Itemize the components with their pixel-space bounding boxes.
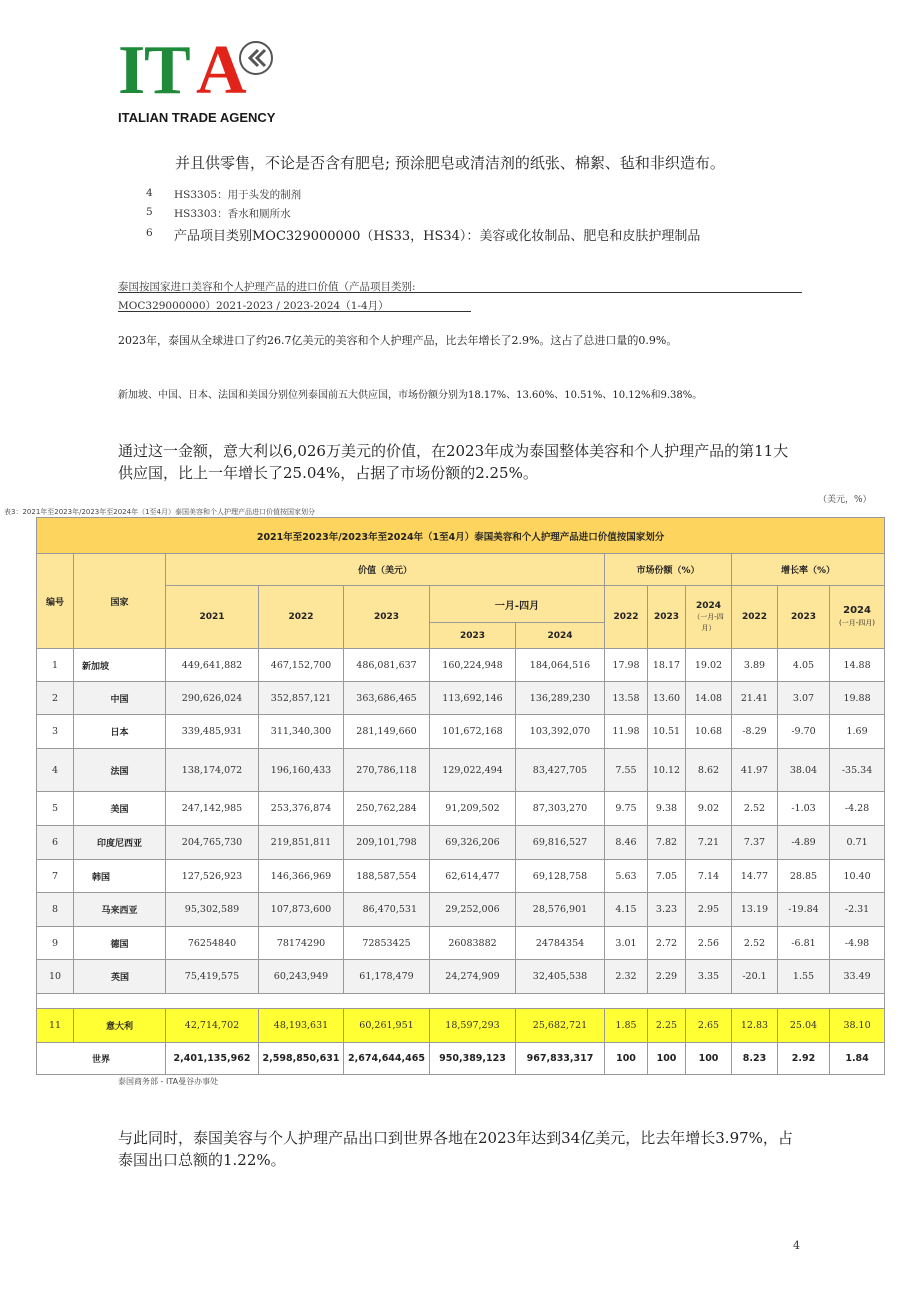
cell-growth-2023: -4.89 xyxy=(778,826,830,860)
cell-value-2021: 76254840 xyxy=(166,927,259,960)
logo-letter-a: A xyxy=(196,32,247,109)
intro-line: 并且供零售，不论是否含有肥皂; 预涂肥皂或清洁剂的纸张、棉絮、毡和非织造布。 xyxy=(175,154,725,172)
cell-share-2023: 2.72 xyxy=(648,927,686,960)
cell-no: 11 xyxy=(37,1009,74,1043)
cell-growth-2024: 38.10 xyxy=(830,1009,885,1043)
cell-jan-apr-2024: 25,682,721 xyxy=(516,1009,605,1043)
cell-share-2022: 7.55 xyxy=(605,749,648,792)
cell-share-2024: 3.35 xyxy=(686,960,732,994)
cell-growth-2023: -9.70 xyxy=(778,715,830,749)
header-share-2023: 2023 xyxy=(648,586,686,649)
cell-country: 英国 xyxy=(74,960,166,994)
cell-share-2022: 9.75 xyxy=(605,792,648,826)
footnote-number: 6 xyxy=(146,227,153,239)
cell-value-2021: 247,142,985 xyxy=(166,792,259,826)
cell-growth-2022: 8.23 xyxy=(732,1043,778,1075)
cell-jan-apr-2023: 24,274,909 xyxy=(430,960,516,994)
table-row xyxy=(37,927,885,960)
cell-growth-2024: 19.88 xyxy=(830,682,885,715)
cell-growth-2024: -2.31 xyxy=(830,893,885,927)
cell-share-2023: 2.29 xyxy=(648,960,686,994)
cell-value-2023: 188,587,554 xyxy=(344,860,430,893)
cell-jan-apr-2024: 32,405,538 xyxy=(516,960,605,994)
table-title: 2021年至2023年/2023年至2024年（1至4月）泰国美容和个人护理产品进口价值按国家划分 xyxy=(37,518,885,554)
header-growth-rate: 增长率（%） xyxy=(732,554,885,586)
cell-no: 4 xyxy=(37,749,74,792)
cell-growth-2022: 41.97 xyxy=(732,749,778,792)
cell-jan-apr-2024: 136,289,230 xyxy=(516,682,605,715)
cell-value-2021: 339,485,931 xyxy=(166,715,259,749)
cell-share-2022: 1.85 xyxy=(605,1009,648,1043)
cell-growth-2024: -35.34 xyxy=(830,749,885,792)
page-number: 4 xyxy=(793,1239,800,1252)
cell-value-2023: 72853425 xyxy=(344,927,430,960)
cell-value-2021: 138,174,072 xyxy=(166,749,259,792)
footnote-text: HS3303：香水和厕所水 xyxy=(174,208,291,220)
arrows-emblem-icon xyxy=(238,40,274,76)
cell-growth-2022: 13.19 xyxy=(732,893,778,927)
cell-share-2023: 18.17 xyxy=(648,649,686,682)
footnotes xyxy=(146,187,846,247)
cell-value-2021: 127,526,923 xyxy=(166,860,259,893)
cell-no: 2 xyxy=(37,682,74,715)
cell-growth-2022: 21.41 xyxy=(732,682,778,715)
cell-jan-apr-2024: 69,128,758 xyxy=(516,860,605,893)
header-share-2024-sub: （一月-四月） xyxy=(693,612,724,632)
cell-growth-2024: -4.98 xyxy=(830,927,885,960)
cell-jan-apr-2024: 87,303,270 xyxy=(516,792,605,826)
cell-country: 德国 xyxy=(74,927,166,960)
cell-jan-apr-2023: 29,252,006 xyxy=(430,893,516,927)
cell-value-2022: 107,873,600 xyxy=(259,893,344,927)
cell-growth-2024: 33.49 xyxy=(830,960,885,994)
cell-country: 韩国 xyxy=(74,860,166,893)
cell-share-2023: 7.82 xyxy=(648,826,686,860)
cell-share-2022: 13.58 xyxy=(605,682,648,715)
cell-growth-2022: 3.89 xyxy=(732,649,778,682)
cell-jan-apr-2024: 24784354 xyxy=(516,927,605,960)
cell-value-2021: 449,641,882 xyxy=(166,649,259,682)
cell-share-2022: 2.32 xyxy=(605,960,648,994)
header-country: 国家 xyxy=(74,554,166,649)
footnote-item xyxy=(146,225,846,247)
cell-growth-2023: -1.03 xyxy=(778,792,830,826)
cell-growth-2023: 28.85 xyxy=(778,860,830,893)
cell-growth-2022: 7.37 xyxy=(732,826,778,860)
cell-share-2023: 13.60 xyxy=(648,682,686,715)
cell-jan-apr-2024: 184,064,516 xyxy=(516,649,605,682)
cell-no: 6 xyxy=(37,826,74,860)
cell-value-2021: 290,626,024 xyxy=(166,682,259,715)
logo-letter-t: T xyxy=(144,32,191,109)
cell-jan-apr-2024: 103,392,070 xyxy=(516,715,605,749)
cell-growth-2022: 14.77 xyxy=(732,860,778,893)
footnote-text: HS3305：用于头发的制剂 xyxy=(174,189,302,201)
header-growth-2024 xyxy=(830,586,885,649)
table-row xyxy=(37,715,885,749)
cell-value-2023: 250,762,284 xyxy=(344,792,430,826)
cell-country: 印度尼西亚 xyxy=(74,826,166,860)
cell-value-2022: 78174290 xyxy=(259,927,344,960)
cell-growth-2024: 1.69 xyxy=(830,715,885,749)
cell-share-2024: 2.95 xyxy=(686,893,732,927)
cell-value-2023: 61,178,479 xyxy=(344,960,430,994)
cell-share-2024: 7.21 xyxy=(686,826,732,860)
cell-no: 3 xyxy=(37,715,74,749)
cell-jan-apr-2024: 28,576,901 xyxy=(516,893,605,927)
import-value-table xyxy=(36,517,885,1075)
header-jan-apr: 一月-四月 xyxy=(430,586,605,623)
cell-jan-apr-2023: 62,614,477 xyxy=(430,860,516,893)
cell-country: 新加坡 xyxy=(74,649,166,682)
cell-share-2024: 8.62 xyxy=(686,749,732,792)
cell-growth-2024: 14.88 xyxy=(830,649,885,682)
paragraph-italy-rank-line-2: 供应国，比上一年增长了25.04%，占据了市场份额的2.25%。 xyxy=(118,464,538,482)
cell-growth-2022: 2.52 xyxy=(732,792,778,826)
cell-share-2023: 10.12 xyxy=(648,749,686,792)
cell-share-2024: 7.14 xyxy=(686,860,732,893)
cell-jan-apr-2024: 83,427,705 xyxy=(516,749,605,792)
cell-jan-apr-2023: 101,672,168 xyxy=(430,715,516,749)
table-row xyxy=(37,649,885,682)
header-growth-2024-sub: (一月-四月) xyxy=(839,619,876,627)
cell-value-2022: 219,851,811 xyxy=(259,826,344,860)
cell-growth-2023: 4.05 xyxy=(778,649,830,682)
cell-share-2022: 8.46 xyxy=(605,826,648,860)
cell-value-2022: 253,376,874 xyxy=(259,792,344,826)
header-no: 编号 xyxy=(37,554,74,649)
cell-value-2023: 270,786,118 xyxy=(344,749,430,792)
footnote-item xyxy=(146,187,846,206)
cell-value-2021: 204,765,730 xyxy=(166,826,259,860)
logo-letter-i: I xyxy=(118,32,146,109)
cell-country: 中国 xyxy=(74,682,166,715)
cell-value-2022: 467,152,700 xyxy=(259,649,344,682)
cell-value-2023: 363,686,465 xyxy=(344,682,430,715)
logo-subtitle: ITALIAN TRADE AGENCY xyxy=(118,110,276,125)
header-2023: 2023 xyxy=(344,586,430,649)
underline xyxy=(118,311,471,312)
header-2021: 2021 xyxy=(166,586,259,649)
cell-value-2022: 60,243,949 xyxy=(259,960,344,994)
cell-growth-2022: -20.1 xyxy=(732,960,778,994)
table-row xyxy=(37,682,885,715)
cell-growth-2023: 3.07 xyxy=(778,682,830,715)
cell-country: 世界 xyxy=(37,1043,166,1075)
table-row-italy xyxy=(37,1009,885,1043)
cell-share-2023: 100 xyxy=(648,1043,686,1075)
cell-share-2022: 5.63 xyxy=(605,860,648,893)
cell-country: 意大利 xyxy=(74,1009,166,1043)
cell-share-2022: 11.98 xyxy=(605,715,648,749)
cell-growth-2024: 10.40 xyxy=(830,860,885,893)
cell-jan-apr-2024: 69,816,527 xyxy=(516,826,605,860)
cell-share-2024: 100 xyxy=(686,1043,732,1075)
cell-value-2022: 352,857,121 xyxy=(259,682,344,715)
cell-no: 8 xyxy=(37,893,74,927)
paragraph-import-total: 2023年，泰国从全球进口了约26.7亿美元的美容和个人护理产品，比去年增长了2.9%。这占了总进口量的0.9%。 xyxy=(118,334,678,347)
footnote-item xyxy=(146,206,846,225)
header-share-2024 xyxy=(686,586,732,649)
cell-value-2022: 146,366,969 xyxy=(259,860,344,893)
header-jan-apr-2024 xyxy=(516,623,605,649)
cell-share-2023: 9.38 xyxy=(648,792,686,826)
cell-share-2023: 10.51 xyxy=(648,715,686,749)
cell-jan-apr-2023: 129,022,494 xyxy=(430,749,516,792)
cell-share-2023: 7.05 xyxy=(648,860,686,893)
cell-country: 马来西亚 xyxy=(74,893,166,927)
cell-growth-2022: 2.52 xyxy=(732,927,778,960)
cell-jan-apr-2023: 91,209,502 xyxy=(430,792,516,826)
cell-jan-apr-2023: 113,692,146 xyxy=(430,682,516,715)
cell-growth-2022: 12.83 xyxy=(732,1009,778,1043)
cell-value-2022: 311,340,300 xyxy=(259,715,344,749)
cell-share-2024: 10.68 xyxy=(686,715,732,749)
paragraph-top-suppliers: 新加坡、中国、日本、法国和美国分别位列泰国前五大供应国，市场份额分别为18.17%、13.60%、10.51%、10.12%和9.38%。 xyxy=(118,390,703,401)
cell-share-2022: 3.01 xyxy=(605,927,648,960)
cell-value-2021: 2,401,135,962 xyxy=(166,1043,259,1075)
cell-growth-2024: 0.71 xyxy=(830,826,885,860)
table-row-world xyxy=(37,1043,885,1075)
cell-value-2021: 42,714,702 xyxy=(166,1009,259,1043)
header-growth-2024-year: 2024 xyxy=(843,605,871,616)
cell-value-2023: 86,470,531 xyxy=(344,893,430,927)
cell-value-2022: 2,598,850,631 xyxy=(259,1043,344,1075)
cell-share-2023: 2.25 xyxy=(648,1009,686,1043)
header-share-2022: 2022 xyxy=(605,586,648,649)
header-jan-apr-2024-label: 2024 xyxy=(547,630,573,641)
footnote-text: 产品项目类别MOC329000000（HS33，HS34）：美容或化妆制品、肥皂和皮肤护理制品 xyxy=(174,229,701,244)
cell-value-2021: 95,302,589 xyxy=(166,893,259,927)
header-2022: 2022 xyxy=(259,586,344,649)
cell-share-2022: 17.98 xyxy=(605,649,648,682)
header-growth-2022: 2022 xyxy=(732,586,778,649)
paragraph-exports-line-2: 泰国出口总额的1.22%。 xyxy=(118,1151,286,1169)
cell-jan-apr-2024: 967,833,317 xyxy=(516,1043,605,1075)
cell-jan-apr-2023: 160,224,948 xyxy=(430,649,516,682)
header-jan-apr-2023: 2023 xyxy=(430,623,516,649)
cell-value-2022: 196,160,433 xyxy=(259,749,344,792)
table-row xyxy=(37,792,885,826)
cell-share-2024: 19.02 xyxy=(686,649,732,682)
cell-share-2024: 2.56 xyxy=(686,927,732,960)
cell-country: 美国 xyxy=(74,792,166,826)
cell-share-2022: 100 xyxy=(605,1043,648,1075)
section-title-line-1: 泰国按国家进口美容和个人护理产品的进口价值（产品项目类别: xyxy=(118,281,416,293)
section-title-line-2: MOC329000000）2021-2023 / 2023-2024（1-4月） xyxy=(118,300,389,312)
table-row xyxy=(37,960,885,994)
unit-note: （美元，%） xyxy=(818,495,872,505)
cell-growth-2024: 1.84 xyxy=(830,1043,885,1075)
cell-jan-apr-2023: 26083882 xyxy=(430,927,516,960)
cell-growth-2023: 25.04 xyxy=(778,1009,830,1043)
cell-value-2022: 48,193,631 xyxy=(259,1009,344,1043)
cell-jan-apr-2023: 69,326,206 xyxy=(430,826,516,860)
table-row xyxy=(37,826,885,860)
cell-jan-apr-2023: 18,597,293 xyxy=(430,1009,516,1043)
cell-growth-2023: 38.04 xyxy=(778,749,830,792)
table-row xyxy=(37,860,885,893)
cell-value-2023: 486,081,637 xyxy=(344,649,430,682)
cell-share-2024: 2.65 xyxy=(686,1009,732,1043)
spacer-row xyxy=(37,994,885,1009)
cell-value-2023: 281,149,660 xyxy=(344,715,430,749)
cell-no: 5 xyxy=(37,792,74,826)
cell-no: 9 xyxy=(37,927,74,960)
header-market-share: 市场份额（%） xyxy=(605,554,732,586)
cell-share-2023: 3.23 xyxy=(648,893,686,927)
cell-growth-2023: -6.81 xyxy=(778,927,830,960)
paragraph-exports-line-1: 与此同时，泰国美容与个人护理产品出口到世界各地在2023年达到34亿美元，比去年增长3.97%，占 xyxy=(118,1129,793,1147)
header-growth-2023: 2023 xyxy=(778,586,830,649)
spacer-cell xyxy=(37,994,885,1009)
underline xyxy=(118,292,802,293)
cell-growth-2023: 1.55 xyxy=(778,960,830,994)
cell-value-2023: 2,674,644,465 xyxy=(344,1043,430,1075)
cell-country: 法国 xyxy=(74,749,166,792)
cell-value-2021: 75,419,575 xyxy=(166,960,259,994)
paragraph-italy-rank-line-1: 通过这一金额，意大利以6,026万美元的价值，在2023年成为泰国整体美容和个人护理产品的第11大 xyxy=(118,442,789,460)
cell-jan-apr-2023: 950,389,123 xyxy=(430,1043,516,1075)
cell-country: 日本 xyxy=(74,715,166,749)
table-caption: 表3：2021年至2023年/2023年至2024年（1至4月）泰国美容和个人护理产品进口价值按国家划分 xyxy=(4,508,315,516)
footnote-number: 4 xyxy=(146,187,153,199)
cell-share-2024: 14.08 xyxy=(686,682,732,715)
table-source: 泰国商务部 - ITA曼谷办事处 xyxy=(118,1077,219,1086)
cell-share-2022: 4.15 xyxy=(605,893,648,927)
footnote-number: 5 xyxy=(146,206,153,218)
cell-value-2023: 60,261,951 xyxy=(344,1009,430,1043)
table-row xyxy=(37,749,885,792)
cell-value-2023: 209,101,798 xyxy=(344,826,430,860)
cell-growth-2023: -19.84 xyxy=(778,893,830,927)
cell-no: 7 xyxy=(37,860,74,893)
cell-growth-2022: -8.29 xyxy=(732,715,778,749)
header-value: 价值（美元） xyxy=(166,554,605,586)
cell-no: 1 xyxy=(37,649,74,682)
header-share-2024-year: 2024 xyxy=(695,600,722,611)
cell-share-2024: 9.02 xyxy=(686,792,732,826)
table-row xyxy=(37,893,885,927)
cell-growth-2024: -4.28 xyxy=(830,792,885,826)
cell-growth-2023: 2.92 xyxy=(778,1043,830,1075)
cell-no: 10 xyxy=(37,960,74,994)
